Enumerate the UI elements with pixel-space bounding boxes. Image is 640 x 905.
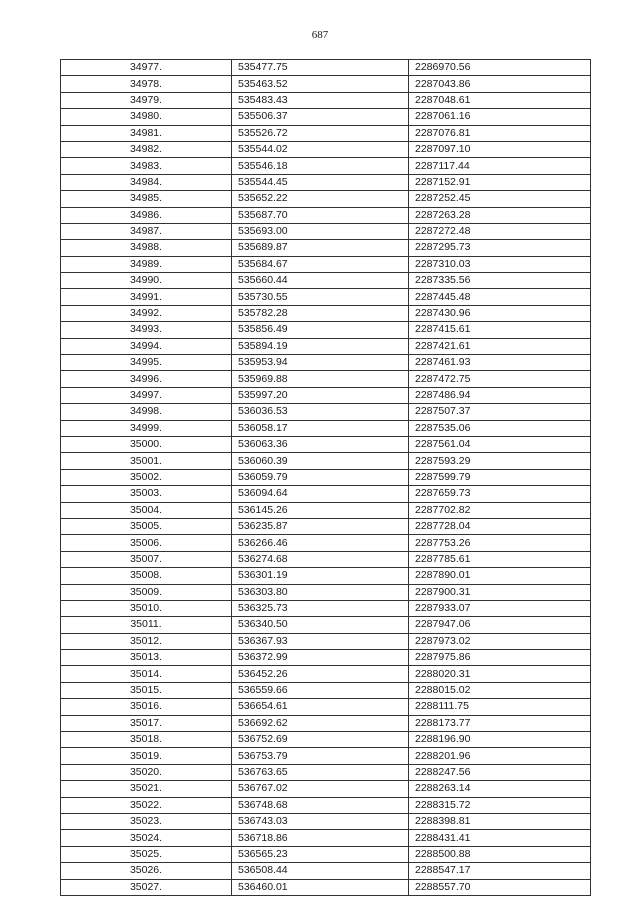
point-number-cell: 35006.	[61, 535, 232, 551]
y-coordinate-cell: 2287152.91	[409, 174, 591, 190]
point-number-cell: 35026.	[61, 863, 232, 879]
point-number-cell: 34997.	[61, 387, 232, 403]
y-coordinate-cell: 2287061.16	[409, 109, 591, 125]
x-coordinate-cell: 536743.03	[232, 813, 409, 829]
x-coordinate-cell: 535693.00	[232, 223, 409, 239]
y-coordinate-cell: 2287900.31	[409, 584, 591, 600]
table-row	[61, 158, 591, 174]
x-coordinate-cell: 535652.22	[232, 191, 409, 207]
point-number-cell: 35020.	[61, 764, 232, 780]
point-number-cell: 35018.	[61, 732, 232, 748]
y-coordinate-cell: 2287659.73	[409, 486, 591, 502]
table-row	[61, 715, 591, 731]
x-coordinate-cell: 536763.65	[232, 764, 409, 780]
point-number-cell: 34987.	[61, 223, 232, 239]
y-coordinate-cell: 2287461.93	[409, 355, 591, 371]
x-coordinate-cell: 536692.62	[232, 715, 409, 731]
x-coordinate-cell: 536452.26	[232, 666, 409, 682]
point-number-cell: 34992.	[61, 305, 232, 321]
x-coordinate-cell: 536059.79	[232, 469, 409, 485]
point-number-cell: 35004.	[61, 502, 232, 518]
table-row	[61, 420, 591, 436]
table-row	[61, 92, 591, 108]
point-number-cell: 34999.	[61, 420, 232, 436]
point-number-cell: 35027.	[61, 879, 232, 895]
x-coordinate-cell: 535689.87	[232, 240, 409, 256]
point-number-cell: 34989.	[61, 256, 232, 272]
point-number-cell: 35009.	[61, 584, 232, 600]
y-coordinate-cell: 2287415.61	[409, 322, 591, 338]
table-row	[61, 355, 591, 371]
x-coordinate-cell: 535894.19	[232, 338, 409, 354]
table-row	[61, 469, 591, 485]
table-row	[61, 453, 591, 469]
y-coordinate-cell: 2287252.45	[409, 191, 591, 207]
y-coordinate-cell: 2287310.03	[409, 256, 591, 272]
x-coordinate-cell: 535483.43	[232, 92, 409, 108]
y-coordinate-cell: 2288557.70	[409, 879, 591, 895]
x-coordinate-cell: 535660.44	[232, 273, 409, 289]
coordinates-table	[60, 59, 591, 896]
table-row	[61, 191, 591, 207]
y-coordinate-cell: 2287973.02	[409, 633, 591, 649]
y-coordinate-cell: 2287753.26	[409, 535, 591, 551]
x-coordinate-cell: 536036.53	[232, 404, 409, 420]
x-coordinate-cell: 535526.72	[232, 125, 409, 141]
x-coordinate-cell: 536752.69	[232, 732, 409, 748]
x-coordinate-cell: 536303.80	[232, 584, 409, 600]
y-coordinate-cell: 2287561.04	[409, 436, 591, 452]
x-coordinate-cell: 536460.01	[232, 879, 409, 895]
x-coordinate-cell: 536060.39	[232, 453, 409, 469]
table-row	[61, 617, 591, 633]
table-row	[61, 551, 591, 567]
table-row	[61, 699, 591, 715]
y-coordinate-cell: 2288431.41	[409, 830, 591, 846]
x-coordinate-cell: 536372.99	[232, 650, 409, 666]
x-coordinate-cell: 536748.68	[232, 797, 409, 813]
table-row	[61, 535, 591, 551]
point-number-cell: 35002.	[61, 469, 232, 485]
table-row	[61, 289, 591, 305]
table-row	[61, 568, 591, 584]
y-coordinate-cell: 2286970.56	[409, 60, 591, 76]
table-row	[61, 732, 591, 748]
table-row	[61, 109, 591, 125]
x-coordinate-cell: 536753.79	[232, 748, 409, 764]
point-number-cell: 35000.	[61, 436, 232, 452]
point-number-cell: 35023.	[61, 813, 232, 829]
x-coordinate-cell: 535997.20	[232, 387, 409, 403]
y-coordinate-cell: 2288398.81	[409, 813, 591, 829]
point-number-cell: 34978.	[61, 76, 232, 92]
x-coordinate-cell: 536301.19	[232, 568, 409, 584]
point-number-cell: 35022.	[61, 797, 232, 813]
x-coordinate-cell: 535730.55	[232, 289, 409, 305]
table-row	[61, 650, 591, 666]
x-coordinate-cell: 535969.88	[232, 371, 409, 387]
point-number-cell: 34994.	[61, 338, 232, 354]
table-row	[61, 174, 591, 190]
y-coordinate-cell: 2288196.90	[409, 732, 591, 748]
x-coordinate-cell: 536094.64	[232, 486, 409, 502]
table-row	[61, 633, 591, 649]
point-number-cell: 34990.	[61, 273, 232, 289]
x-coordinate-cell: 536559.66	[232, 682, 409, 698]
x-coordinate-cell: 536508.44	[232, 863, 409, 879]
table-row	[61, 60, 591, 76]
point-number-cell: 34986.	[61, 207, 232, 223]
point-number-cell: 34996.	[61, 371, 232, 387]
x-coordinate-cell: 536718.86	[232, 830, 409, 846]
table-row	[61, 764, 591, 780]
y-coordinate-cell: 2287272.48	[409, 223, 591, 239]
table-row	[61, 256, 591, 272]
y-coordinate-cell: 2287295.73	[409, 240, 591, 256]
point-number-cell: 34977.	[61, 60, 232, 76]
y-coordinate-cell: 2288173.77	[409, 715, 591, 731]
x-coordinate-cell: 535684.67	[232, 256, 409, 272]
table-row	[61, 863, 591, 879]
table-row	[61, 600, 591, 616]
x-coordinate-cell: 535506.37	[232, 109, 409, 125]
table-row	[61, 797, 591, 813]
x-coordinate-cell: 535782.28	[232, 305, 409, 321]
point-number-cell: 35016.	[61, 699, 232, 715]
x-coordinate-cell: 536367.93	[232, 633, 409, 649]
table-row	[61, 879, 591, 895]
table-row	[61, 502, 591, 518]
x-coordinate-cell: 536145.26	[232, 502, 409, 518]
point-number-cell: 35013.	[61, 650, 232, 666]
y-coordinate-cell: 2288547.17	[409, 863, 591, 879]
point-number-cell: 34983.	[61, 158, 232, 174]
point-number-cell: 35017.	[61, 715, 232, 731]
x-coordinate-cell: 535856.49	[232, 322, 409, 338]
point-number-cell: 34995.	[61, 355, 232, 371]
x-coordinate-cell: 535477.75	[232, 60, 409, 76]
y-coordinate-cell: 2287335.56	[409, 273, 591, 289]
point-number-cell: 35005.	[61, 518, 232, 534]
x-coordinate-cell: 535687.70	[232, 207, 409, 223]
point-number-cell: 35014.	[61, 666, 232, 682]
table-row	[61, 584, 591, 600]
point-number-cell: 34984.	[61, 174, 232, 190]
y-coordinate-cell: 2287535.06	[409, 420, 591, 436]
point-number-cell: 34985.	[61, 191, 232, 207]
y-coordinate-cell: 2287507.37	[409, 404, 591, 420]
point-number-cell: 34993.	[61, 322, 232, 338]
y-coordinate-cell: 2287702.82	[409, 502, 591, 518]
y-coordinate-cell: 2287043.86	[409, 76, 591, 92]
table-row	[61, 387, 591, 403]
y-coordinate-cell: 2287048.61	[409, 92, 591, 108]
x-coordinate-cell: 535953.94	[232, 355, 409, 371]
table-row	[61, 305, 591, 321]
table-row	[61, 338, 591, 354]
table-row	[61, 76, 591, 92]
point-number-cell: 35012.	[61, 633, 232, 649]
y-coordinate-cell: 2288020.31	[409, 666, 591, 682]
x-coordinate-cell: 536767.02	[232, 781, 409, 797]
x-coordinate-cell: 536654.61	[232, 699, 409, 715]
x-coordinate-cell: 535544.02	[232, 141, 409, 157]
point-number-cell: 34980.	[61, 109, 232, 125]
y-coordinate-cell: 2287097.10	[409, 141, 591, 157]
table-row	[61, 322, 591, 338]
table-row	[61, 125, 591, 141]
x-coordinate-cell: 536266.46	[232, 535, 409, 551]
table-row	[61, 486, 591, 502]
point-number-cell: 34981.	[61, 125, 232, 141]
y-coordinate-cell: 2288201.96	[409, 748, 591, 764]
x-coordinate-cell: 536325.73	[232, 600, 409, 616]
point-number-cell: 35001.	[61, 453, 232, 469]
y-coordinate-cell: 2287117.44	[409, 158, 591, 174]
y-coordinate-cell: 2287599.79	[409, 469, 591, 485]
y-coordinate-cell: 2287785.61	[409, 551, 591, 567]
x-coordinate-cell: 536340.50	[232, 617, 409, 633]
table-row	[61, 371, 591, 387]
x-coordinate-cell: 536274.68	[232, 551, 409, 567]
point-number-cell: 35008.	[61, 568, 232, 584]
table-row	[61, 682, 591, 698]
y-coordinate-cell: 2287975.86	[409, 650, 591, 666]
x-coordinate-cell: 535544.45	[232, 174, 409, 190]
y-coordinate-cell: 2287890.01	[409, 568, 591, 584]
y-coordinate-cell: 2288500.88	[409, 846, 591, 862]
point-number-cell: 35025.	[61, 846, 232, 862]
point-number-cell: 35007.	[61, 551, 232, 567]
y-coordinate-cell: 2287421.61	[409, 338, 591, 354]
y-coordinate-cell: 2288315.72	[409, 797, 591, 813]
y-coordinate-cell: 2287728.04	[409, 518, 591, 534]
table-row	[61, 240, 591, 256]
table-row	[61, 830, 591, 846]
x-coordinate-cell: 535546.18	[232, 158, 409, 174]
point-number-cell: 35010.	[61, 600, 232, 616]
table-row	[61, 666, 591, 682]
y-coordinate-cell: 2287947.06	[409, 617, 591, 633]
point-number-cell: 34998.	[61, 404, 232, 420]
table-row	[61, 273, 591, 289]
point-number-cell: 35003.	[61, 486, 232, 502]
point-number-cell: 34991.	[61, 289, 232, 305]
table-row	[61, 223, 591, 239]
y-coordinate-cell: 2287933.07	[409, 600, 591, 616]
y-coordinate-cell: 2288247.56	[409, 764, 591, 780]
point-number-cell: 35021.	[61, 781, 232, 797]
point-number-cell: 35011.	[61, 617, 232, 633]
x-coordinate-cell: 536235.87	[232, 518, 409, 534]
table-row	[61, 207, 591, 223]
x-coordinate-cell: 536063.36	[232, 436, 409, 452]
table-row	[61, 813, 591, 829]
y-coordinate-cell: 2287486.94	[409, 387, 591, 403]
point-number-cell: 35019.	[61, 748, 232, 764]
point-number-cell: 34979.	[61, 92, 232, 108]
y-coordinate-cell: 2287263.28	[409, 207, 591, 223]
table-row	[61, 436, 591, 452]
table-row	[61, 518, 591, 534]
y-coordinate-cell: 2287593.29	[409, 453, 591, 469]
y-coordinate-cell: 2287445.48	[409, 289, 591, 305]
x-coordinate-cell: 535463.52	[232, 76, 409, 92]
y-coordinate-cell: 2287076.81	[409, 125, 591, 141]
point-number-cell: 35024.	[61, 830, 232, 846]
point-number-cell: 35015.	[61, 682, 232, 698]
x-coordinate-cell: 536058.17	[232, 420, 409, 436]
table-row	[61, 781, 591, 797]
y-coordinate-cell: 2288111.75	[409, 699, 591, 715]
y-coordinate-cell: 2287430.96	[409, 305, 591, 321]
coordinates-table-body	[61, 60, 591, 896]
table-row	[61, 748, 591, 764]
point-number-cell: 34988.	[61, 240, 232, 256]
y-coordinate-cell: 2288015.02	[409, 682, 591, 698]
point-number-cell: 34982.	[61, 141, 232, 157]
page-number: 687	[311, 29, 329, 41]
x-coordinate-cell: 536565.23	[232, 846, 409, 862]
table-row	[61, 846, 591, 862]
y-coordinate-cell: 2287472.75	[409, 371, 591, 387]
y-coordinate-cell: 2288263.14	[409, 781, 591, 797]
table-row	[61, 404, 591, 420]
table-row	[61, 141, 591, 157]
